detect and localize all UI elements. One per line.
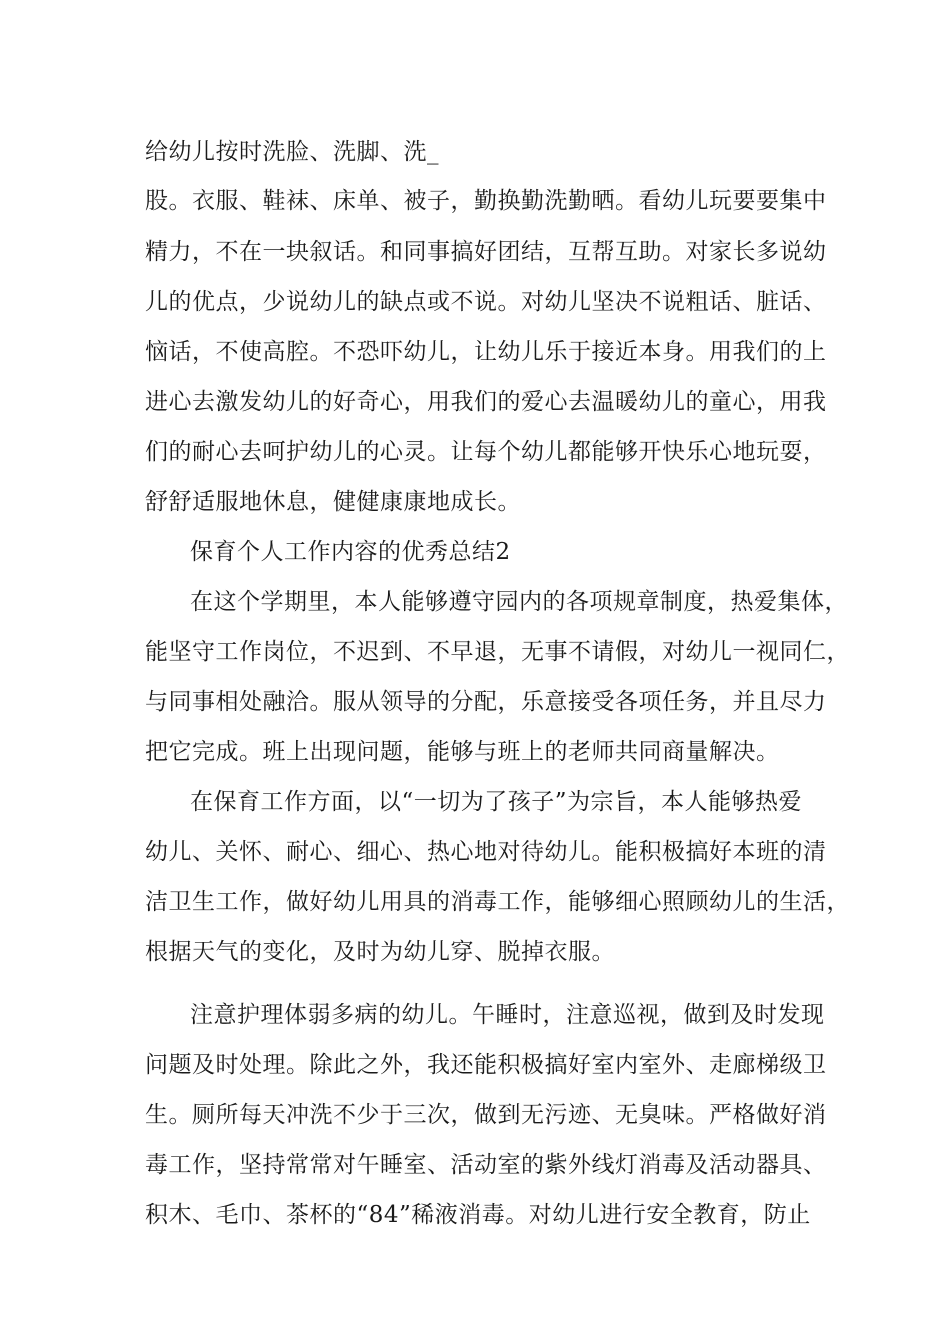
text-line: 积木、毛巾、茶杯的“84”稀液消毒。对幼儿进行安全教育，防止 bbox=[145, 1202, 811, 1228]
text-line: 洁卫生工作，做好幼儿用具的消毒工作，能够细心照顾幼儿的生活， bbox=[145, 889, 850, 915]
text-line: 能坚守工作岗位，不迟到、不早退，无事不请假，对幼儿一视同仁， bbox=[145, 639, 850, 665]
paragraph-start: 在这个学期里，本人能够遵守园内的各项规章制度，热爱集体， bbox=[190, 589, 848, 615]
paragraph-start: 注意护理体弱多病的幼儿。午睡时，注意巡视，做到及时发现 bbox=[190, 1002, 825, 1028]
text-line: 给幼儿按时洗脸、洗脚、洗_ bbox=[145, 139, 439, 165]
text-line: 精力，不在一块叙话。和同事搞好团结，互帮互助。对家长多说幼 bbox=[145, 239, 827, 265]
text-line: 们的耐心去呵护幼儿的心灵。让每个幼儿都能够开快乐心地玩耍， bbox=[145, 439, 827, 465]
text-line: 问题及时处理。除此之外，我还能积极搞好室内室外、走廊梯级卫 bbox=[145, 1052, 827, 1078]
text-line: 毒工作，坚持常常对午睡室、活动室的紫外线灯消毒及活动器具、 bbox=[145, 1152, 827, 1178]
text-line: 把它完成。班上出现问题，能够与班上的老师共同商量解决。 bbox=[145, 739, 780, 765]
text-line: 幼儿、关怀、耐心、细心、热心地对待幼儿。能积极搞好本班的清 bbox=[145, 839, 827, 865]
text-line: 进心去激发幼儿的好奇心，用我们的爱心去温暖幼儿的童心，用我 bbox=[145, 389, 827, 415]
text-line: 根据天气的变化，及时为幼儿穿、脱掉衣服。 bbox=[145, 939, 615, 965]
text-line: 生。厕所每天冲洗不少于三次，做到无污迹、无臭味。严格做好消 bbox=[145, 1102, 827, 1128]
text-line: 儿的优点，少说幼儿的缺点或不说。对幼儿坚决不说粗话、脏话、 bbox=[145, 289, 827, 315]
text-line: 股。衣服、鞋袜、床单、被子，勤换勤洗勤晒。看幼儿玩要要集中 bbox=[145, 188, 827, 214]
text-line: 舒舒适服地休息，健健康康地成长。 bbox=[145, 489, 521, 515]
paragraph-start: 在保育工作方面，以“一切为了孩子”为宗旨，本人能够热爱 bbox=[190, 789, 803, 815]
text-line: 与同事相处融洽。服从领导的分配，乐意接受各项任务，并且尽力 bbox=[145, 689, 827, 715]
section-heading: 保育个人工作内容的优秀总结2 bbox=[190, 539, 511, 565]
text-line: 恼话，不使高腔。不恐吓幼儿，让幼儿乐于接近本身。用我们的上 bbox=[145, 339, 827, 365]
